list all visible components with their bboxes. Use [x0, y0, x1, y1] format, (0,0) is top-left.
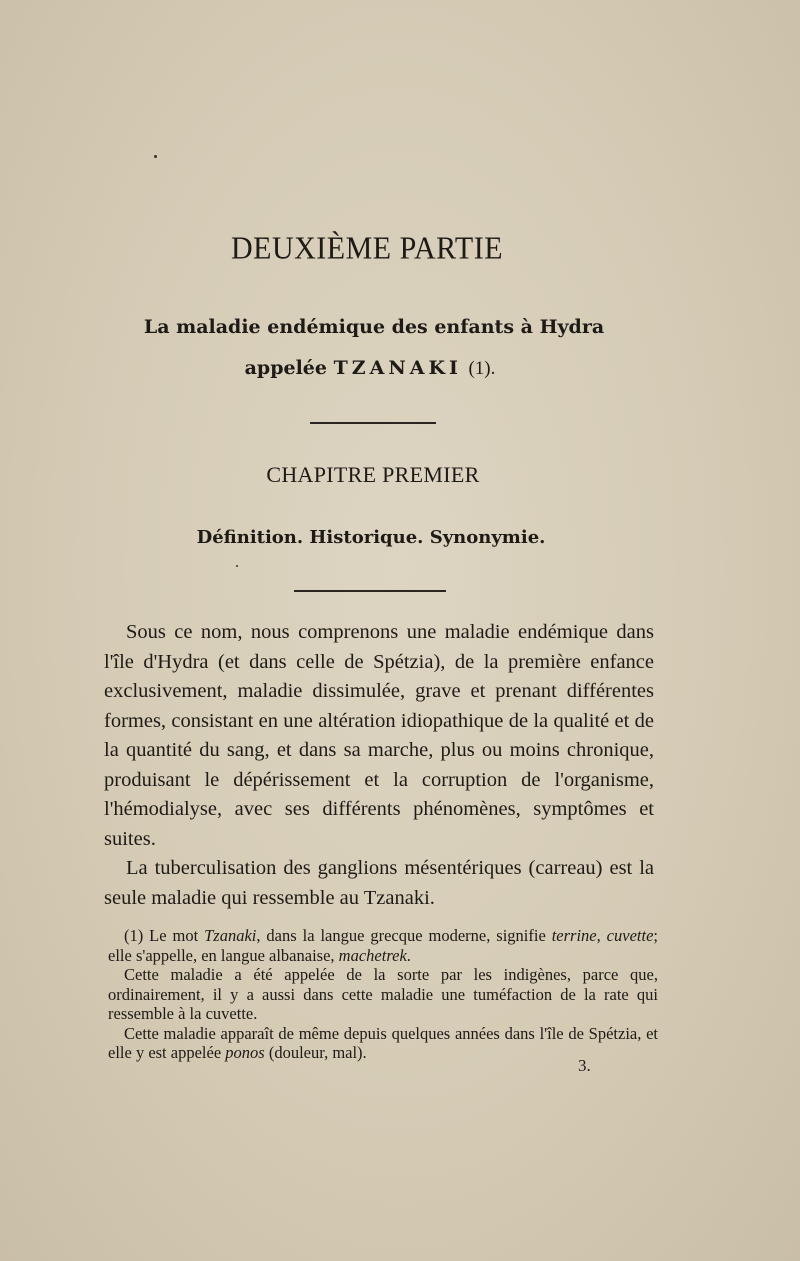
body-text	[104, 618, 654, 913]
ink-speck	[236, 565, 238, 567]
disease-name: TZANAKI	[333, 357, 462, 379]
footnote-text: (1) Le mot	[124, 926, 205, 945]
page-number: 3.	[578, 1056, 591, 1075]
footnote-term: Tzanaki	[204, 926, 257, 945]
main-title-line1: La maladie endémique des enfants à Hydra	[143, 316, 605, 338]
part-title: DEUXIÈME PARTIE	[230, 231, 504, 266]
footnote-term: machetrek	[338, 945, 407, 965]
chapter-title: CHAPITRE PREMIER	[266, 462, 480, 487]
footnote-marker: (1).	[468, 358, 496, 379]
footnote-paragraph	[108, 926, 658, 965]
footnote-text: (douleur, mal).	[264, 1043, 367, 1062]
section-heading: Définition. Historique. Synonymie.	[196, 527, 546, 548]
footnote-text: , dans la langue grecque moderne, signifie	[256, 926, 552, 945]
footnote-paragraph: Cette maladie a été appelée de la sorte par les indigènes, parce que, ordinairement, il y a aussi dans cette maladie une tuméfaction de la rate qui ressemble à la cuvette.	[108, 965, 658, 1023]
footnote-term: terrine, cuvette	[551, 926, 654, 945]
footnote-text: ; elle s'appelle, en langue albanaise,	[108, 926, 658, 965]
ink-speck	[154, 155, 157, 158]
footnote-text: Cette maladie apparaît de même depuis quelques années dans l'île de Spétzia, et elle y est appelée	[108, 1023, 658, 1062]
footnote-term: ponos	[225, 1043, 265, 1062]
footnotes	[108, 926, 658, 1063]
paragraph: La tuberculisation des ganglions mésentériques (carreau) est la seule maladie qui ressemble au Tzanaki.	[104, 857, 654, 909]
divider-rule	[294, 590, 446, 592]
footnote-text: .	[406, 945, 411, 965]
main-title-line2	[0, 357, 740, 380]
paragraph: Sous ce nom, nous comprenons une maladie endémique dans l'île d'Hydra (et dans celle de Spétzia), de la première enfance exclusivement, maladie dissimulée, grave et prenant différentes formes, consistant en une altération idiopathique de la qualité et de la quantité du sang, et dans sa marche, plus ou moins chronique, produisant le dépérissement et la corruption de l'organisme, l'hémodialyse, avec ses différents phénomènes, symptômes et suites.	[104, 621, 654, 850]
main-title-prefix: appelée	[244, 357, 327, 379]
footnote-paragraph	[108, 1024, 658, 1063]
divider-rule	[310, 422, 436, 424]
